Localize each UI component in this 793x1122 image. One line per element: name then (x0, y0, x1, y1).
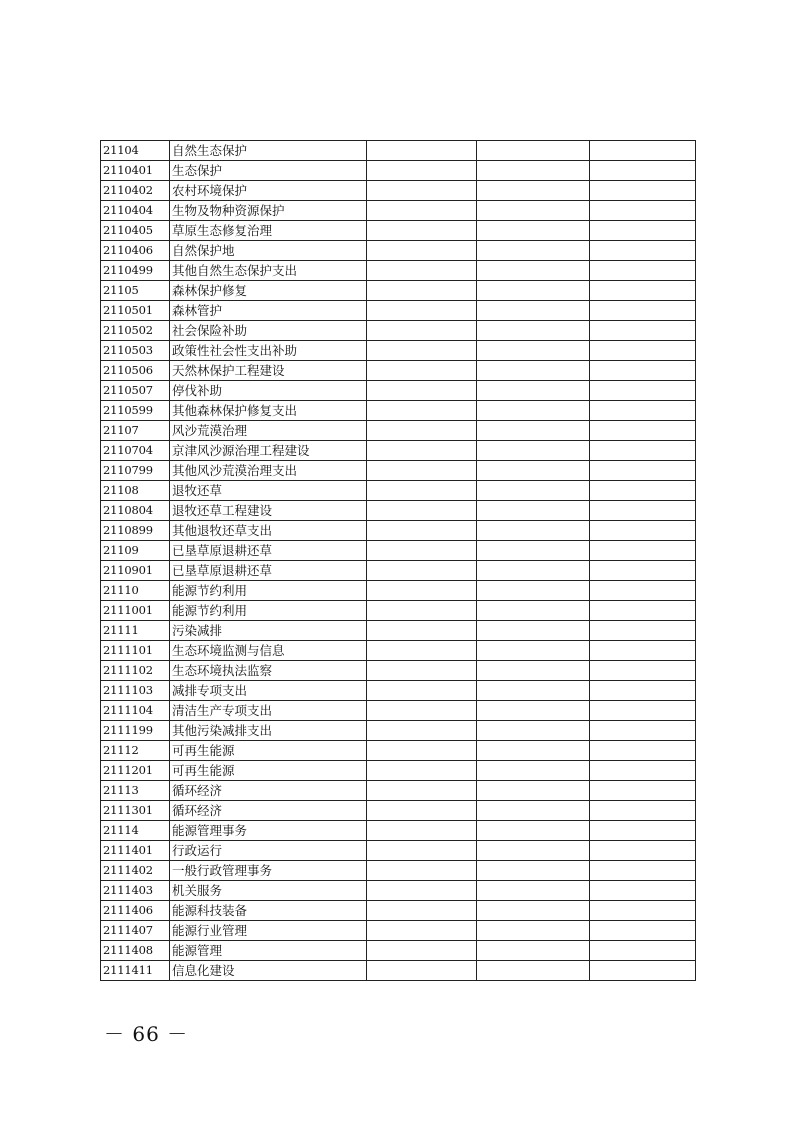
account-name-cell: 一般行政管理事务 (170, 861, 367, 881)
account-name-cell: 其他自然生态保护支出 (170, 261, 367, 281)
account-name-cell: 森林保护修复 (170, 281, 367, 301)
amount-cell (590, 781, 696, 801)
amount-cell (367, 841, 477, 861)
table-row (101, 281, 696, 301)
amount-cell (590, 281, 696, 301)
amount-cell (590, 201, 696, 221)
amount-cell (477, 721, 590, 741)
amount-cell (477, 461, 590, 481)
amount-cell (477, 401, 590, 421)
amount-cell (367, 721, 477, 741)
amount-cell (477, 301, 590, 321)
amount-cell (477, 781, 590, 801)
account-code-cell: 2110501 (101, 301, 170, 321)
table-row (101, 201, 696, 221)
account-code-cell: 21114 (101, 821, 170, 841)
amount-cell (367, 261, 477, 281)
account-code-cell: 21105 (101, 281, 170, 301)
table-row (101, 581, 696, 601)
account-name-cell: 信息化建设 (170, 961, 367, 981)
table-row (101, 261, 696, 281)
amount-cell (477, 601, 590, 621)
amount-cell (590, 181, 696, 201)
amount-cell (590, 661, 696, 681)
amount-cell (590, 261, 696, 281)
table-row (101, 621, 696, 641)
amount-cell (367, 141, 477, 161)
amount-cell (590, 541, 696, 561)
account-name-cell: 已垦草原退耕还草 (170, 561, 367, 581)
amount-cell (367, 701, 477, 721)
account-code-cell: 2111199 (101, 721, 170, 741)
amount-cell (367, 821, 477, 841)
account-code-cell: 2111102 (101, 661, 170, 681)
account-name-cell: 其他退牧还草支出 (170, 521, 367, 541)
table-row (101, 661, 696, 681)
account-code-cell: 2110799 (101, 461, 170, 481)
amount-cell (590, 721, 696, 741)
account-name-cell: 能源节约利用 (170, 601, 367, 621)
amount-cell (477, 421, 590, 441)
account-code-cell: 21108 (101, 481, 170, 501)
account-code-cell: 2111301 (101, 801, 170, 821)
amount-cell (477, 341, 590, 361)
account-name-cell: 生态环境监测与信息 (170, 641, 367, 661)
amount-cell (477, 661, 590, 681)
account-code-cell: 2110402 (101, 181, 170, 201)
amount-cell (477, 881, 590, 901)
amount-cell (367, 441, 477, 461)
table-row (101, 961, 696, 981)
amount-cell (477, 501, 590, 521)
table-row (101, 481, 696, 501)
amount-cell (367, 961, 477, 981)
page-number: － 66 － (104, 1022, 189, 1046)
amount-cell (477, 381, 590, 401)
account-code-cell: 2111101 (101, 641, 170, 661)
amount-cell (367, 601, 477, 621)
amount-cell (590, 861, 696, 881)
account-name-cell: 行政运行 (170, 841, 367, 861)
table-row (101, 141, 696, 161)
account-code-cell: 2110704 (101, 441, 170, 461)
account-code-cell: 2110401 (101, 161, 170, 181)
amount-cell (477, 841, 590, 861)
table-row (101, 441, 696, 461)
table-row (101, 401, 696, 421)
account-code-cell: 2111411 (101, 961, 170, 981)
amount-cell (477, 441, 590, 461)
table-row (101, 921, 696, 941)
amount-cell (477, 961, 590, 981)
amount-cell (477, 161, 590, 181)
table-row (101, 721, 696, 741)
amount-cell (590, 561, 696, 581)
account-name-cell: 可再生能源 (170, 761, 367, 781)
amount-cell (477, 521, 590, 541)
amount-cell (367, 461, 477, 481)
table-row (101, 501, 696, 521)
account-name-cell: 能源行业管理 (170, 921, 367, 941)
amount-cell (477, 641, 590, 661)
amount-cell (590, 241, 696, 261)
account-code-cell: 21111 (101, 621, 170, 641)
amount-cell (367, 361, 477, 381)
amount-cell (477, 681, 590, 701)
amount-cell (590, 221, 696, 241)
account-name-cell: 自然生态保护 (170, 141, 367, 161)
account-name-cell: 其他风沙荒漠治理支出 (170, 461, 367, 481)
amount-cell (367, 661, 477, 681)
amount-cell (590, 961, 696, 981)
table-row (101, 601, 696, 621)
amount-cell (590, 761, 696, 781)
amount-cell (477, 281, 590, 301)
table-row (101, 861, 696, 881)
amount-cell (367, 561, 477, 581)
amount-cell (477, 361, 590, 381)
amount-cell (477, 761, 590, 781)
account-name-cell: 污染减排 (170, 621, 367, 641)
account-name-cell: 能源科技装备 (170, 901, 367, 921)
account-code-cell: 2110506 (101, 361, 170, 381)
amount-cell (367, 621, 477, 641)
account-code-cell: 2110502 (101, 321, 170, 341)
amount-cell (477, 241, 590, 261)
account-name-cell: 政策性社会性支出补助 (170, 341, 367, 361)
table-row (101, 741, 696, 761)
table-row (101, 361, 696, 381)
account-name-cell: 天然林保护工程建设 (170, 361, 367, 381)
account-code-cell: 21109 (101, 541, 170, 561)
account-code-cell: 2111103 (101, 681, 170, 701)
amount-cell (367, 741, 477, 761)
account-code-cell: 2110899 (101, 521, 170, 541)
amount-cell (590, 681, 696, 701)
amount-cell (590, 481, 696, 501)
amount-cell (590, 841, 696, 861)
account-code-cell: 2111201 (101, 761, 170, 781)
amount-cell (367, 481, 477, 501)
amount-cell (367, 881, 477, 901)
account-name-cell: 风沙荒漠治理 (170, 421, 367, 441)
account-code-cell: 2111401 (101, 841, 170, 861)
amount-cell (590, 301, 696, 321)
table-row (101, 221, 696, 241)
account-name-cell: 其他森林保护修复支出 (170, 401, 367, 421)
table-row (101, 781, 696, 801)
amount-cell (477, 901, 590, 921)
table-row (101, 881, 696, 901)
amount-cell (367, 581, 477, 601)
amount-cell (367, 341, 477, 361)
amount-cell (590, 521, 696, 541)
amount-cell (590, 501, 696, 521)
amount-cell (590, 621, 696, 641)
amount-cell (367, 221, 477, 241)
amount-cell (477, 941, 590, 961)
account-name-cell: 生物及物种资源保护 (170, 201, 367, 221)
amount-cell (590, 421, 696, 441)
amount-cell (367, 641, 477, 661)
account-code-cell: 2111402 (101, 861, 170, 881)
table-row (101, 541, 696, 561)
account-code-cell: 2111104 (101, 701, 170, 721)
amount-cell (477, 861, 590, 881)
amount-cell (367, 681, 477, 701)
table-row (101, 761, 696, 781)
table-row (101, 641, 696, 661)
account-code-cell: 2110901 (101, 561, 170, 581)
amount-cell (590, 461, 696, 481)
amount-cell (367, 401, 477, 421)
table-row (101, 241, 696, 261)
amount-cell (590, 941, 696, 961)
amount-cell (367, 761, 477, 781)
table-row (101, 701, 696, 721)
amount-cell (590, 341, 696, 361)
table-row (101, 941, 696, 961)
account-name-cell: 机关服务 (170, 881, 367, 901)
account-code-cell: 2111403 (101, 881, 170, 901)
amount-cell (477, 141, 590, 161)
table-row (101, 561, 696, 581)
account-name-cell: 能源管理 (170, 941, 367, 961)
amount-cell (590, 741, 696, 761)
account-code-cell: 2111001 (101, 601, 170, 621)
amount-cell (590, 601, 696, 621)
table-row (101, 421, 696, 441)
table-row (101, 161, 696, 181)
table-row (101, 801, 696, 821)
account-name-cell: 减排专项支出 (170, 681, 367, 701)
amount-cell (590, 821, 696, 841)
table-row (101, 461, 696, 481)
amount-cell (477, 181, 590, 201)
amount-cell (367, 781, 477, 801)
amount-cell (367, 801, 477, 821)
amount-cell (590, 441, 696, 461)
amount-cell (590, 581, 696, 601)
account-name-cell: 可再生能源 (170, 741, 367, 761)
amount-cell (477, 321, 590, 341)
amount-cell (477, 701, 590, 721)
account-name-cell: 循环经济 (170, 801, 367, 821)
account-name-cell: 清洁生产专项支出 (170, 701, 367, 721)
amount-cell (367, 941, 477, 961)
amount-cell (367, 381, 477, 401)
amount-cell (477, 561, 590, 581)
account-name-cell: 循环经济 (170, 781, 367, 801)
amount-cell (477, 581, 590, 601)
account-code-cell: 21110 (101, 581, 170, 601)
table-row (101, 521, 696, 541)
amount-cell (477, 541, 590, 561)
account-code-cell: 2110804 (101, 501, 170, 521)
account-code-cell: 2110499 (101, 261, 170, 281)
account-name-cell: 已垦草原退耕还草 (170, 541, 367, 561)
table-row (101, 321, 696, 341)
account-code-cell: 2110406 (101, 241, 170, 261)
amount-cell (477, 201, 590, 221)
amount-cell (367, 421, 477, 441)
amount-cell (477, 821, 590, 841)
amount-cell (367, 521, 477, 541)
account-code-cell: 2110405 (101, 221, 170, 241)
account-code-cell: 2111408 (101, 941, 170, 961)
account-code-cell: 2110507 (101, 381, 170, 401)
amount-cell (590, 881, 696, 901)
amount-cell (477, 621, 590, 641)
account-name-cell: 其他污染减排支出 (170, 721, 367, 741)
amount-cell (477, 221, 590, 241)
account-name-cell: 自然保护地 (170, 241, 367, 261)
account-name-cell: 退牧还草 (170, 481, 367, 501)
account-name-cell: 京津风沙源治理工程建设 (170, 441, 367, 461)
amount-cell (590, 161, 696, 181)
account-code-cell: 2110503 (101, 341, 170, 361)
table-row (101, 821, 696, 841)
amount-cell (590, 701, 696, 721)
account-code-cell: 2110599 (101, 401, 170, 421)
table-row (101, 301, 696, 321)
account-name-cell: 社会保险补助 (170, 321, 367, 341)
table-row (101, 681, 696, 701)
account-code-cell: 21112 (101, 741, 170, 761)
amount-cell (477, 801, 590, 821)
amount-cell (367, 921, 477, 941)
amount-cell (367, 541, 477, 561)
amount-cell (590, 381, 696, 401)
amount-cell (367, 501, 477, 521)
amount-cell (477, 261, 590, 281)
amount-cell (367, 301, 477, 321)
table-row (101, 381, 696, 401)
amount-cell (477, 741, 590, 761)
amount-cell (367, 281, 477, 301)
account-name-cell: 能源节约利用 (170, 581, 367, 601)
table-body (101, 141, 696, 981)
table-row (101, 181, 696, 201)
account-name-cell: 生态保护 (170, 161, 367, 181)
account-name-cell: 生态环境执法监察 (170, 661, 367, 681)
amount-cell (590, 321, 696, 341)
amount-cell (367, 321, 477, 341)
account-code-cell: 2111407 (101, 921, 170, 941)
account-name-cell: 停伐补助 (170, 381, 367, 401)
amount-cell (590, 401, 696, 421)
account-name-cell: 草原生态修复治理 (170, 221, 367, 241)
amount-cell (590, 801, 696, 821)
account-code-cell: 21113 (101, 781, 170, 801)
amount-cell (477, 921, 590, 941)
account-code-cell: 21104 (101, 141, 170, 161)
amount-cell (590, 141, 696, 161)
budget-table (100, 140, 696, 981)
account-name-cell: 农村环境保护 (170, 181, 367, 201)
account-code-cell: 2111406 (101, 901, 170, 921)
amount-cell (477, 481, 590, 501)
account-name-cell: 森林管护 (170, 301, 367, 321)
amount-cell (367, 861, 477, 881)
amount-cell (367, 201, 477, 221)
amount-cell (590, 921, 696, 941)
amount-cell (367, 161, 477, 181)
amount-cell (367, 901, 477, 921)
account-code-cell: 2110404 (101, 201, 170, 221)
table-row (101, 341, 696, 361)
amount-cell (590, 361, 696, 381)
account-code-cell: 21107 (101, 421, 170, 441)
table-row (101, 901, 696, 921)
amount-cell (590, 641, 696, 661)
amount-cell (590, 901, 696, 921)
account-name-cell: 能源管理事务 (170, 821, 367, 841)
account-name-cell: 退牧还草工程建设 (170, 501, 367, 521)
amount-cell (367, 181, 477, 201)
table-row (101, 841, 696, 861)
amount-cell (367, 241, 477, 261)
